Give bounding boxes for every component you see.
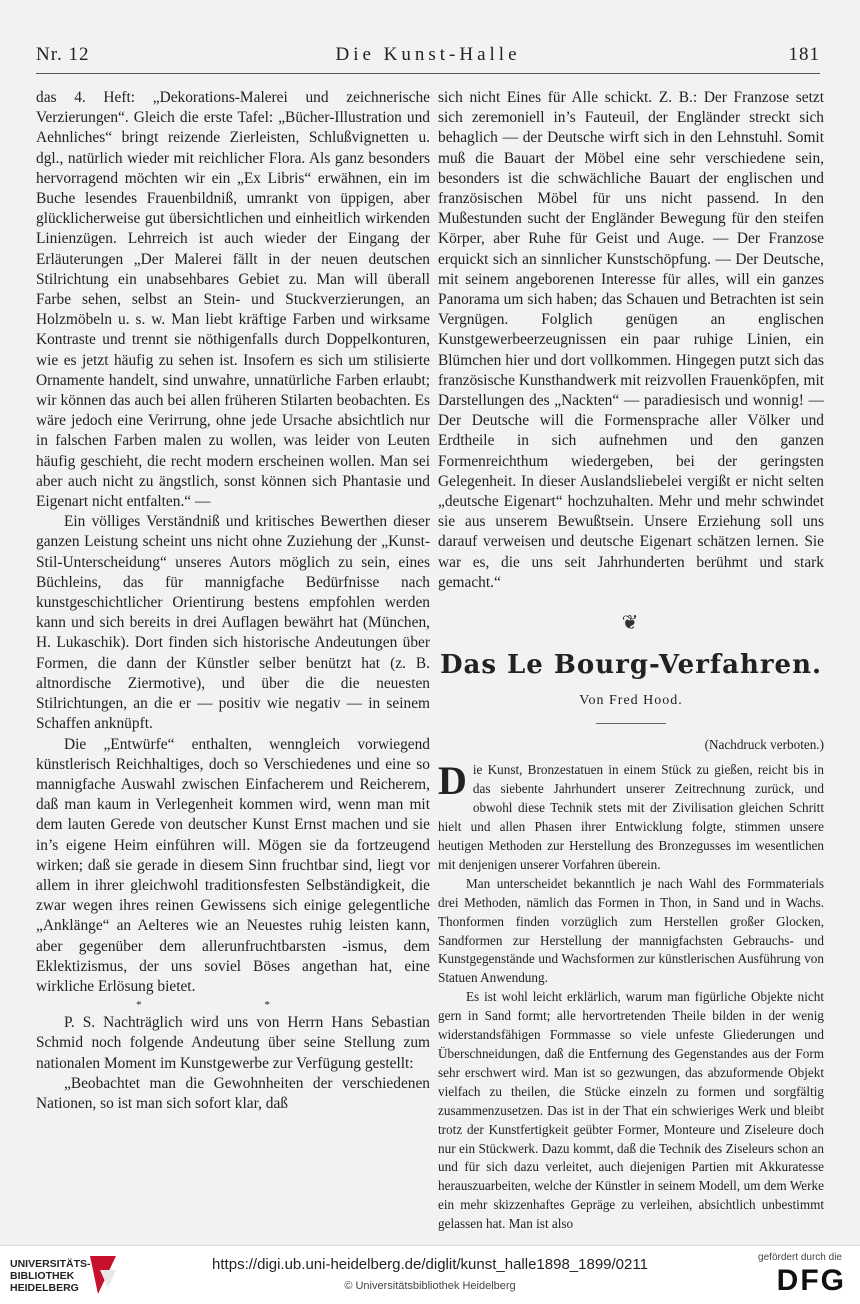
- left-column: [36, 88, 430, 1208]
- viewer-footer: [0, 1245, 860, 1304]
- dfg-logo: DFG: [776, 1264, 846, 1297]
- article-byline: Von Fred Hood.: [579, 693, 683, 709]
- postscript-paragraph: P. S. Nachträglich wird uns von Herrn Hans Sebastian Schmid noch folgende Andeutung über seine Stellung zum nationalen Moment im Kunstgewerbe zur Verfügung gestellt:: [36, 1014, 430, 1072]
- permalink[interactable]: https://digi.ub.uni-heidelberg.de/diglit/kunst_halle1898_1899/0211: [212, 1256, 648, 1273]
- journal-title: Die Kunst-Halle: [335, 44, 521, 65]
- right-column: [438, 88, 824, 1232]
- drop-cap: D: [438, 758, 467, 804]
- byline-rule: [596, 723, 666, 724]
- ornament-icon: ❦: [621, 612, 641, 635]
- library-logo-text: UNIVERSITÄTS-BIBLIOTHEK HEIDELBERG: [10, 1258, 91, 1294]
- paragraph: sich nicht Eines für Alle schickt. Z. B.: Der Franzose setzt sich zeremoniell in’s Fauteuil, der Engländer streckt sich behaglich — der Deutsche wirft sich in den Lehnstuhl. Somit muß die Bauart der Möbel eine sehr verschiedene sein, besonders ist die schwächliche Bauart der englischen und französischen Möbel für uns nicht passend. In den Mußestunden sucht der Engländer Bewegung für den steifen Körper, aber Ruhe für Geist und Auge. — Der Franzose erquickt sich an sinnlicher Kunstschöpfung. — Der Deutsche, mit seinem angeborenen Interesse für alles, will ein ganzes Panorama um sich haben; das Schauen und Betrachten ist sein Vergnügen. Folglich genügen an englischen Kunstgewerbeerzeugnissen ein paar ruhige Linien, ein Blümchen hier und dort vollkommen. Hingegen putzt sich das französische Kunsthandwerk mit reizvollen Frauenköpfen, mit Darstellungen des „Nackten“ — paradiesisch und wonnig! — Der Deutsche will die Formensprache aller Völker und Erdtheile in sich aufnehmen und den ganzen Formenreichthum wiedergeben, bei der geringsten Gelegenheit. In dieser Auslandsliebelei vergißt er nicht selten „deutsche Eigenart“ hochzuhalten. Mehr und mehr schwindet sie aus unserem Bewußtsein. Unsere Erziehung soll uns darauf verweisen und deutsche Eigenart schätzen lernen. Sie war es, die uns seit Jahrhunderten berühmt und stark gemacht.“: [438, 89, 824, 591]
- page-number: 181: [788, 44, 820, 65]
- article-paragraph: [438, 758, 824, 874]
- issue-number: Nr. 12: [36, 44, 90, 65]
- paragraph: das 4. Heft: „Dekorations-Malerei und zeichnerische Verzierungen“. Gleich die erste Tafel: „Bücher-Illustration und Aehnliches“ bringt reizende Zierleisten, Schlußvignetten u. dgl., natürlich wieder mit reichlicher Flora. Als ganz besonders hervorragend möchten wir ein „Ex Libris“ erwähnen, ein im Buche lesendes Frauenbildniß, umrankt von üppigen, aber glücklicherweise gut übersichtlichen und einheitlich wirkenden Linienzügen. Lehrreich ist auch wieder der Eingang der Erläuterungen „Der Malerei fällt in der neuen deutschen Stilrichtung ein unabsehbares Gebiet zu. Man will überall Farbe sehen, selbst an Stein- und Stuckverzierungen, an Holzmöbeln u. s. w. Man liebt kräftige Farben und wirksame Kontraste und trennt sie nöthigenfalls durch Doppelkonturen, wie es jetzt häufig zu sehen ist. Insofern es sich um stilisierte Ornamente handelt, sind unwahre, unnatürliche Farben erlaubt; wir können das auch bei allen früheren Stilarten beobachten. Es wäre jedoch eine Verirrung, ohne jede Ursache absichtlich nur in falschen Farben malen zu wollen, was leider von Leuten häufig geschieht, die recht modern erscheinen wollen. Man sei aber auch nicht zu ängstlich, sonst können sich Phantasie und Eigenart nicht entfalten.“ —: [36, 89, 430, 511]
- article-title: Das Le Bourg-Verfahren.: [439, 650, 823, 681]
- article-paragraph: Man unterscheidet bekanntlich je nach Wahl des Formmaterials drei Methoden, nämlich das Formen in Thon, in Sand und in Wachs. Thonformen finden vorzüglich zum Herstellen großer Glocken, Sandformen zur Herstellung der mannigfachsten Gebrauchs- und Kunstgegenstände und Wachsformen zur künstlerischen Ausführung von Statuen Anwendung.: [438, 875, 824, 986]
- header-rule: [36, 73, 820, 74]
- reprint-note: (Nachdruck verboten.): [704, 737, 824, 753]
- section-separator: * *: [136, 999, 330, 1012]
- article-paragraph: Es ist wohl leicht erklärlich, warum man figürliche Objekte nicht gern in Sand formt; alle hervortretenden Theile bilden in der wenig widerstandsfähigen Formmasse so viele unfeste Gliederungen und Überschneidungen, daß die Entfernung des Gegenstandes aus der Form sehr erschwert wird. Man ist so gezwungen, das abzuformende Objekt vielfach zu theilen, die Stücke einzeln zu formen und sorgfältig zusammenzusetzen. Das ist in der That ein schwieriges Werk und bleibt trotz der Kunstfertigkeit geübter Former, Monteure und Ziseleure doch nur ein Stückwerk. Dazu kommt, daß die Technik des Ziseleurs schon an und für sich dazu verleitet, auch diejenigen Partien mit Akkuratesse herauszuarbeiten, welche der Künstler in seinem Modell, um dem Werke ein mehr skizzenhaftes Gepräge zu verleihen, absichtlich unbestimmt gelassen hat. Man ist also: [438, 989, 824, 1232]
- running-header: [36, 44, 820, 70]
- copyright-notice: © Universitätsbibliothek Heidelberg: [344, 1280, 516, 1292]
- article-paragraph-text: ie Kunst, Bronzestatuen in einem Stück zu gießen, reicht bis in das siebente Jahrhundert unserer Zeitrechnung zurück, und obwohl diese Technik stets mit der Zivilisation gleichen Schritt hielt und allen Phasen ihrer Entwicklung folgte, stimmen unsere heutigen Methoden zur Herstellung des Bronzegusses im wesentlichen mit denjenigen unserer Vorfahren überein.: [438, 762, 824, 872]
- paragraph: Ein völliges Verständniß und kritisches Bewerthen dieser ganzen Leistung scheint uns nicht ohne Zuziehung der „Kunst-Stil-Unterscheidung“ unseres Autors möglich zu sein, eines Büchleins, das für mannigfache Bedürfnisse nach kunstgeschichtlicher Orientirung bestens empfohlen werden kann und sich bereits in drei Auflagen bewährt hat (München, H. Lukaschik). Dort finden sich historische Andeutungen über Formen, die dann der Künstler selber benützt hat (z. B. altnordische Ziermotive), und über die die neuesten Stilrichtungen, an die er — positiv wie negativ — in seinem Schaffen anknüpft.: [36, 513, 430, 733]
- funding-note: gefördert durch die: [758, 1252, 842, 1263]
- postscript-paragraph: „Beobachtet man die Gewohnheiten der verschiedenen Nationen, so ist man sich sofort klar, daß: [36, 1074, 430, 1112]
- paragraph: Die „Entwürfe“ enthalten, wenngleich vorwiegend künstlerisch Reichhaltiges, doch so Verschiedenes und eine so mannigfache Auswahl zwischen Einfacherem und Reicherem, daß man kaum in Verlegenheit kommen wird, wenn man mit dem lauten Gerede von deutscher Kunst Ernst machen und sie in’s eigene Heim einführen will. Mögen sie da fortzeugend wirken; daß sie gerade in diesem Sinn fruchtbar sind, liegt vor allem in ihrer gleichwohl traditionsfesten Selbständigkeit, die zwar wegen ihres reinen Gewissens sich einige gelegentliche „Anklänge“ an Aelteres wie an Neuestes ruhig leisten kann, aber gegenüber dem allerunfruchtbarsten -ismus, dem Eklektizismus, der uns soviel Böses angethan hat, eine wirkliche Erlösung bietet.: [36, 735, 430, 995]
